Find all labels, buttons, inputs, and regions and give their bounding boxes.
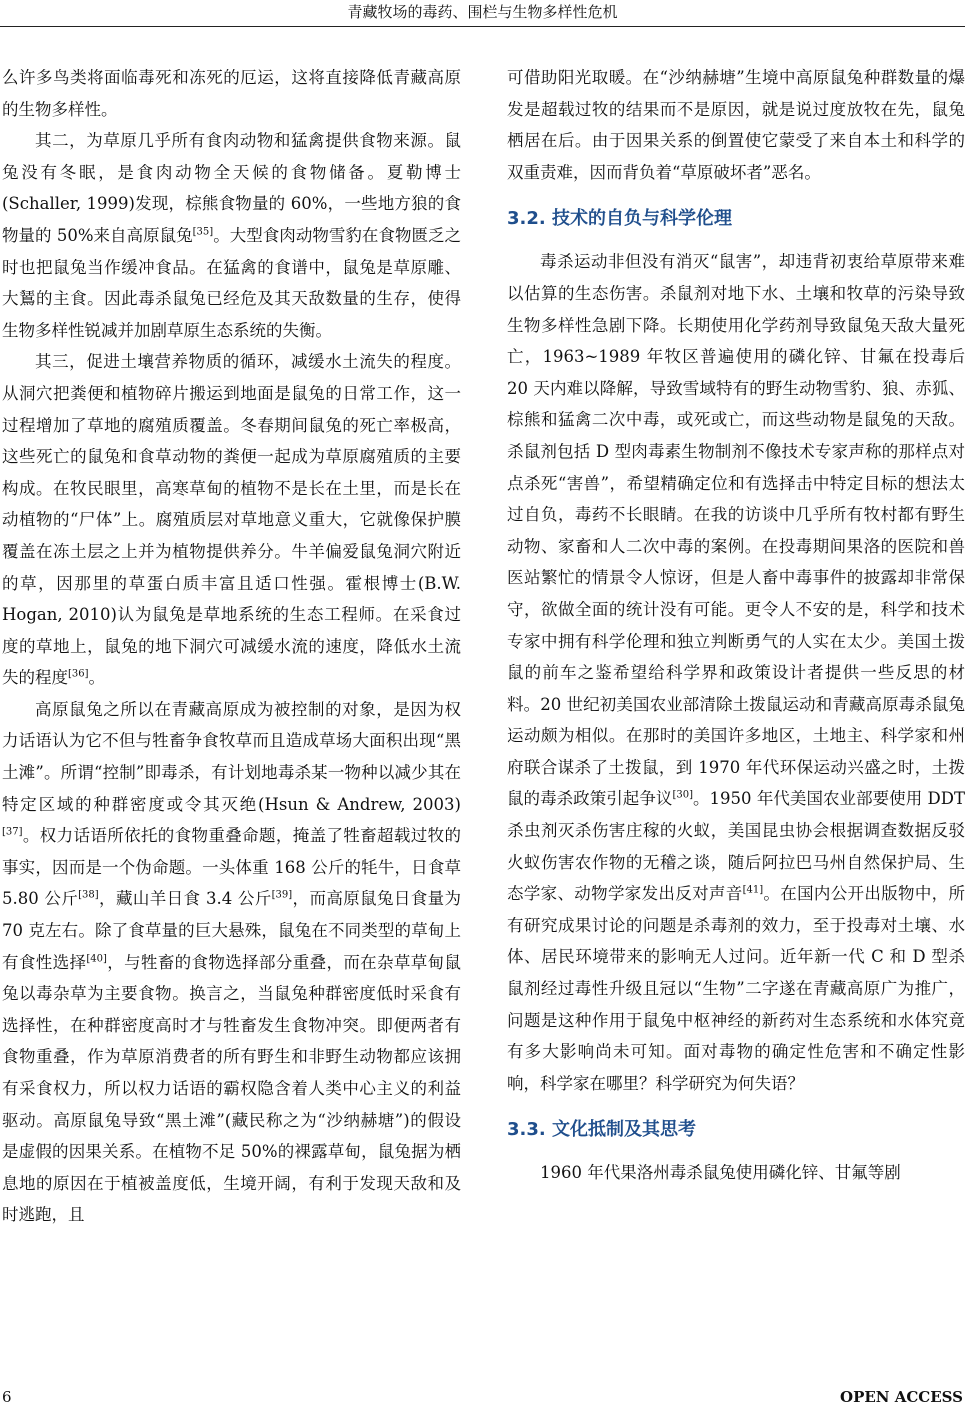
citation-ref[interactable]: [30]	[672, 789, 693, 801]
paragraph: 么许多鸟类将面临毒死和冻死的厄运，这将直接降低青藏高原的生物多样性。	[2, 68, 461, 119]
paragraph: 其三，促进土壤营养物质的循环，减缓水土流失的程度。从洞穴把粪便和植物碎片搬运到地面是鼠兔的日常工作，这一过程增加了草地的腐殖质覆盖。冬春期间鼠兔的死亡率极高，这些死亡的鼠兔和食草动物的粪便一起成为草原腐殖质的主要构成。在牧民眼里，高寒草甸的植物不是长在土里，而是长在动植物的“尸体”上。腐殖质层对草地意义重大，它就像保护膜覆盖在冻土层之上并为植物提供养分。牛羊偏爱鼠兔洞穴附近的草，因那里的草蛋白质丰富且适口性强。霍根博士(B.W. Hogan, 2010)认为鼠兔是草地系统的生态工程师。在采食过度的草地上，鼠兔的地下洞穴可减缓水流的速度，降低水土流失的程度[36]。	[2, 352, 461, 688]
section-heading-3-2: 3.2. 技术的自负与科学伦理	[507, 208, 732, 230]
paragraph: 毒杀运动非但没有消灭“鼠害”，却违背初衷给草原带来难以估算的生态伤害。杀鼠剂对地下水、土壤和牧草的污染导致生物多样性急剧下降。长期使用化学药剂导致鼠兔天敌大量死亡，1963~1989 年牧区普遍使用的磷化锌、甘氟在投毒后 20 天内难以降解，导致雪域特有的野生动物雪豹、狼、赤狐、棕熊和猛禽二次中毒，或死或亡，而这些动物是鼠兔的天敌。杀鼠剂包括 D 型肉毒素生物制剂不像技术专家声称的那样点对点杀死“害兽”，希望精确定位和有选择击中特定目标的想法太过自负，毒药不长眼睛。在我的访谈中几乎所有牧村都有野生动物、家畜和人二次中毒的案例。在投毒期间果洛的医院和兽医站繁忙的情景令人惊讶，但是人畜中毒事件的披露却非常保守，欲做全面的统计没有可能。更令人不安的是，科学和技术专家中拥有科学伦理和独立判断勇气的人实在太少。美国土拨鼠的前车之鉴希望给科学界和政策设计者提供一些反思的材料。20 世纪初美国农业部清除土拨鼠运动和青藏高原毒杀鼠兔运动颇为相似。在那时的美国许多地区，土地主、科学家和州府联合谋杀了土拨鼠，到 1970 年代环保运动兴盛之时，土拨鼠的毒杀政策引起争议[30]。1950 年代美国农业部要使用 DDT 杀虫剂灭杀伤害庄稼的火蚁，美国昆虫协会根据调查数据反驳火蚁伤害农作物的无稽之谈，随后阿拉巴马州自然保护局、生态学家、动物学家发出反对声音[41]。在国内公开出版物中，所有研究成果讨论的问题是杀毒剂的效力，至于投毒对土壤、水体、居民环境带来的影响无人过问。近年新一代 C 和 D 型杀鼠剂经过毒性升级且冠以“生物”二字遂在青藏高原广为推广，问题是这种作用于鼠兔中枢神经的新药对生态系统和水体究竟有多大影响尚未可知。面对毒物的确定性危害和不确定性影响，科学家在哪里？科学研究为何失语？	[507, 252, 965, 1093]
paragraph: 1960 年代果洛州毒杀鼠兔使用磷化锌、甘氟等剧	[540, 1163, 901, 1183]
citation-ref[interactable]: [38]	[78, 889, 99, 901]
journal-tag: OPEN ACCESS	[840, 1388, 963, 1406]
section-heading-3-3: 3.3. 文化抵制及其思考	[507, 1119, 696, 1141]
citation-ref[interactable]: [39]	[271, 889, 293, 901]
left-column	[2, 62, 461, 1231]
running-title: 青藏牧场的毒药、围栏与生物多样性危机	[347, 3, 618, 21]
paragraph: 高原鼠兔之所以在青藏高原成为被控制的对象，是因为权力话语认为它不但与牲畜争食牧草而且造成草场大面积出现“黑土滩”。所谓“控制”即毒杀，有计划地毒杀某一物种以减少其在特定区域的种群密度或令其灭绝(Hsun & Andrew, 2003)[37]。权力话语所依托的食物重叠命题，掩盖了牲畜超载过牧的事实，因而是一个伪命题。一头体重 168 公斤的牦牛，日食草 5.80 公斤[38]，藏山羊日食 3.4 公斤[39]，而高原鼠兔日食量为 70 克左右。除了食草量的巨大悬殊，鼠兔在不同类型的草甸上有食性选择[40]，与牲畜的食物选择部分重叠，而在杂草草甸鼠兔以毒杂草为主要食物。换言之，当鼠兔种群密度低时采食有选择性，在种群密度高时才与牲畜发生食物冲突。即便两者有食物重叠，作为草原消费者的所有野生和非野生动物都应该拥有采食权力，所以权力话语的霸权隐含着人类中心主义的利益驱动。高原鼠兔导致“黑土滩”(藏民称之为“沙纳赫塘”)的假设是虚假的因果关系。在植物不足 50%的裸露草甸，鼠兔据为栖息地的原因在于植被盖度低，生境开阔，有利于发现天敌和及时逃跑，且	[2, 699, 462, 1225]
citation-ref[interactable]: [40]	[86, 953, 107, 965]
citation-ref[interactable]: [36]	[68, 668, 89, 680]
citation-ref[interactable]: [35]	[192, 226, 214, 238]
citation-ref[interactable]: [37]	[2, 826, 23, 838]
header-divider	[0, 26, 965, 27]
citation-ref[interactable]: [41]	[742, 884, 764, 896]
right-column	[507, 62, 965, 1189]
paragraph: 其二，为草原几乎所有食肉动物和猛禽提供食物来源。鼠兔没有冬眠，是食肉动物全天候的食物储备。夏勒博士(Schaller, 1999)发现，棕熊食物量的 60%，一些地方狼的食物量的 50%来自高原鼠兔[35]。大型食肉动物雪豹在食物匮乏之时也把鼠兔当作缓冲食品。在猛禽的食谱中，鼠兔是草原雕、大鵟的主食。因此毒杀鼠兔已经危及其天敌数量的生存，使得生物多样性锐减并加剧草原生态系统的失衡。	[2, 131, 462, 340]
page-number: 6	[2, 1388, 12, 1406]
paragraph: 可借助阳光取暖。在“沙纳赫塘”生境中高原鼠兔种群数量的爆发是超载过牧的结果而不是原因，就是说过度放牧在先，鼠兔栖居在后。由于因果关系的倒置使它蒙受了来自本土和科学的双重责难，因而背负着“草原破坏者”恶名。	[507, 68, 965, 182]
